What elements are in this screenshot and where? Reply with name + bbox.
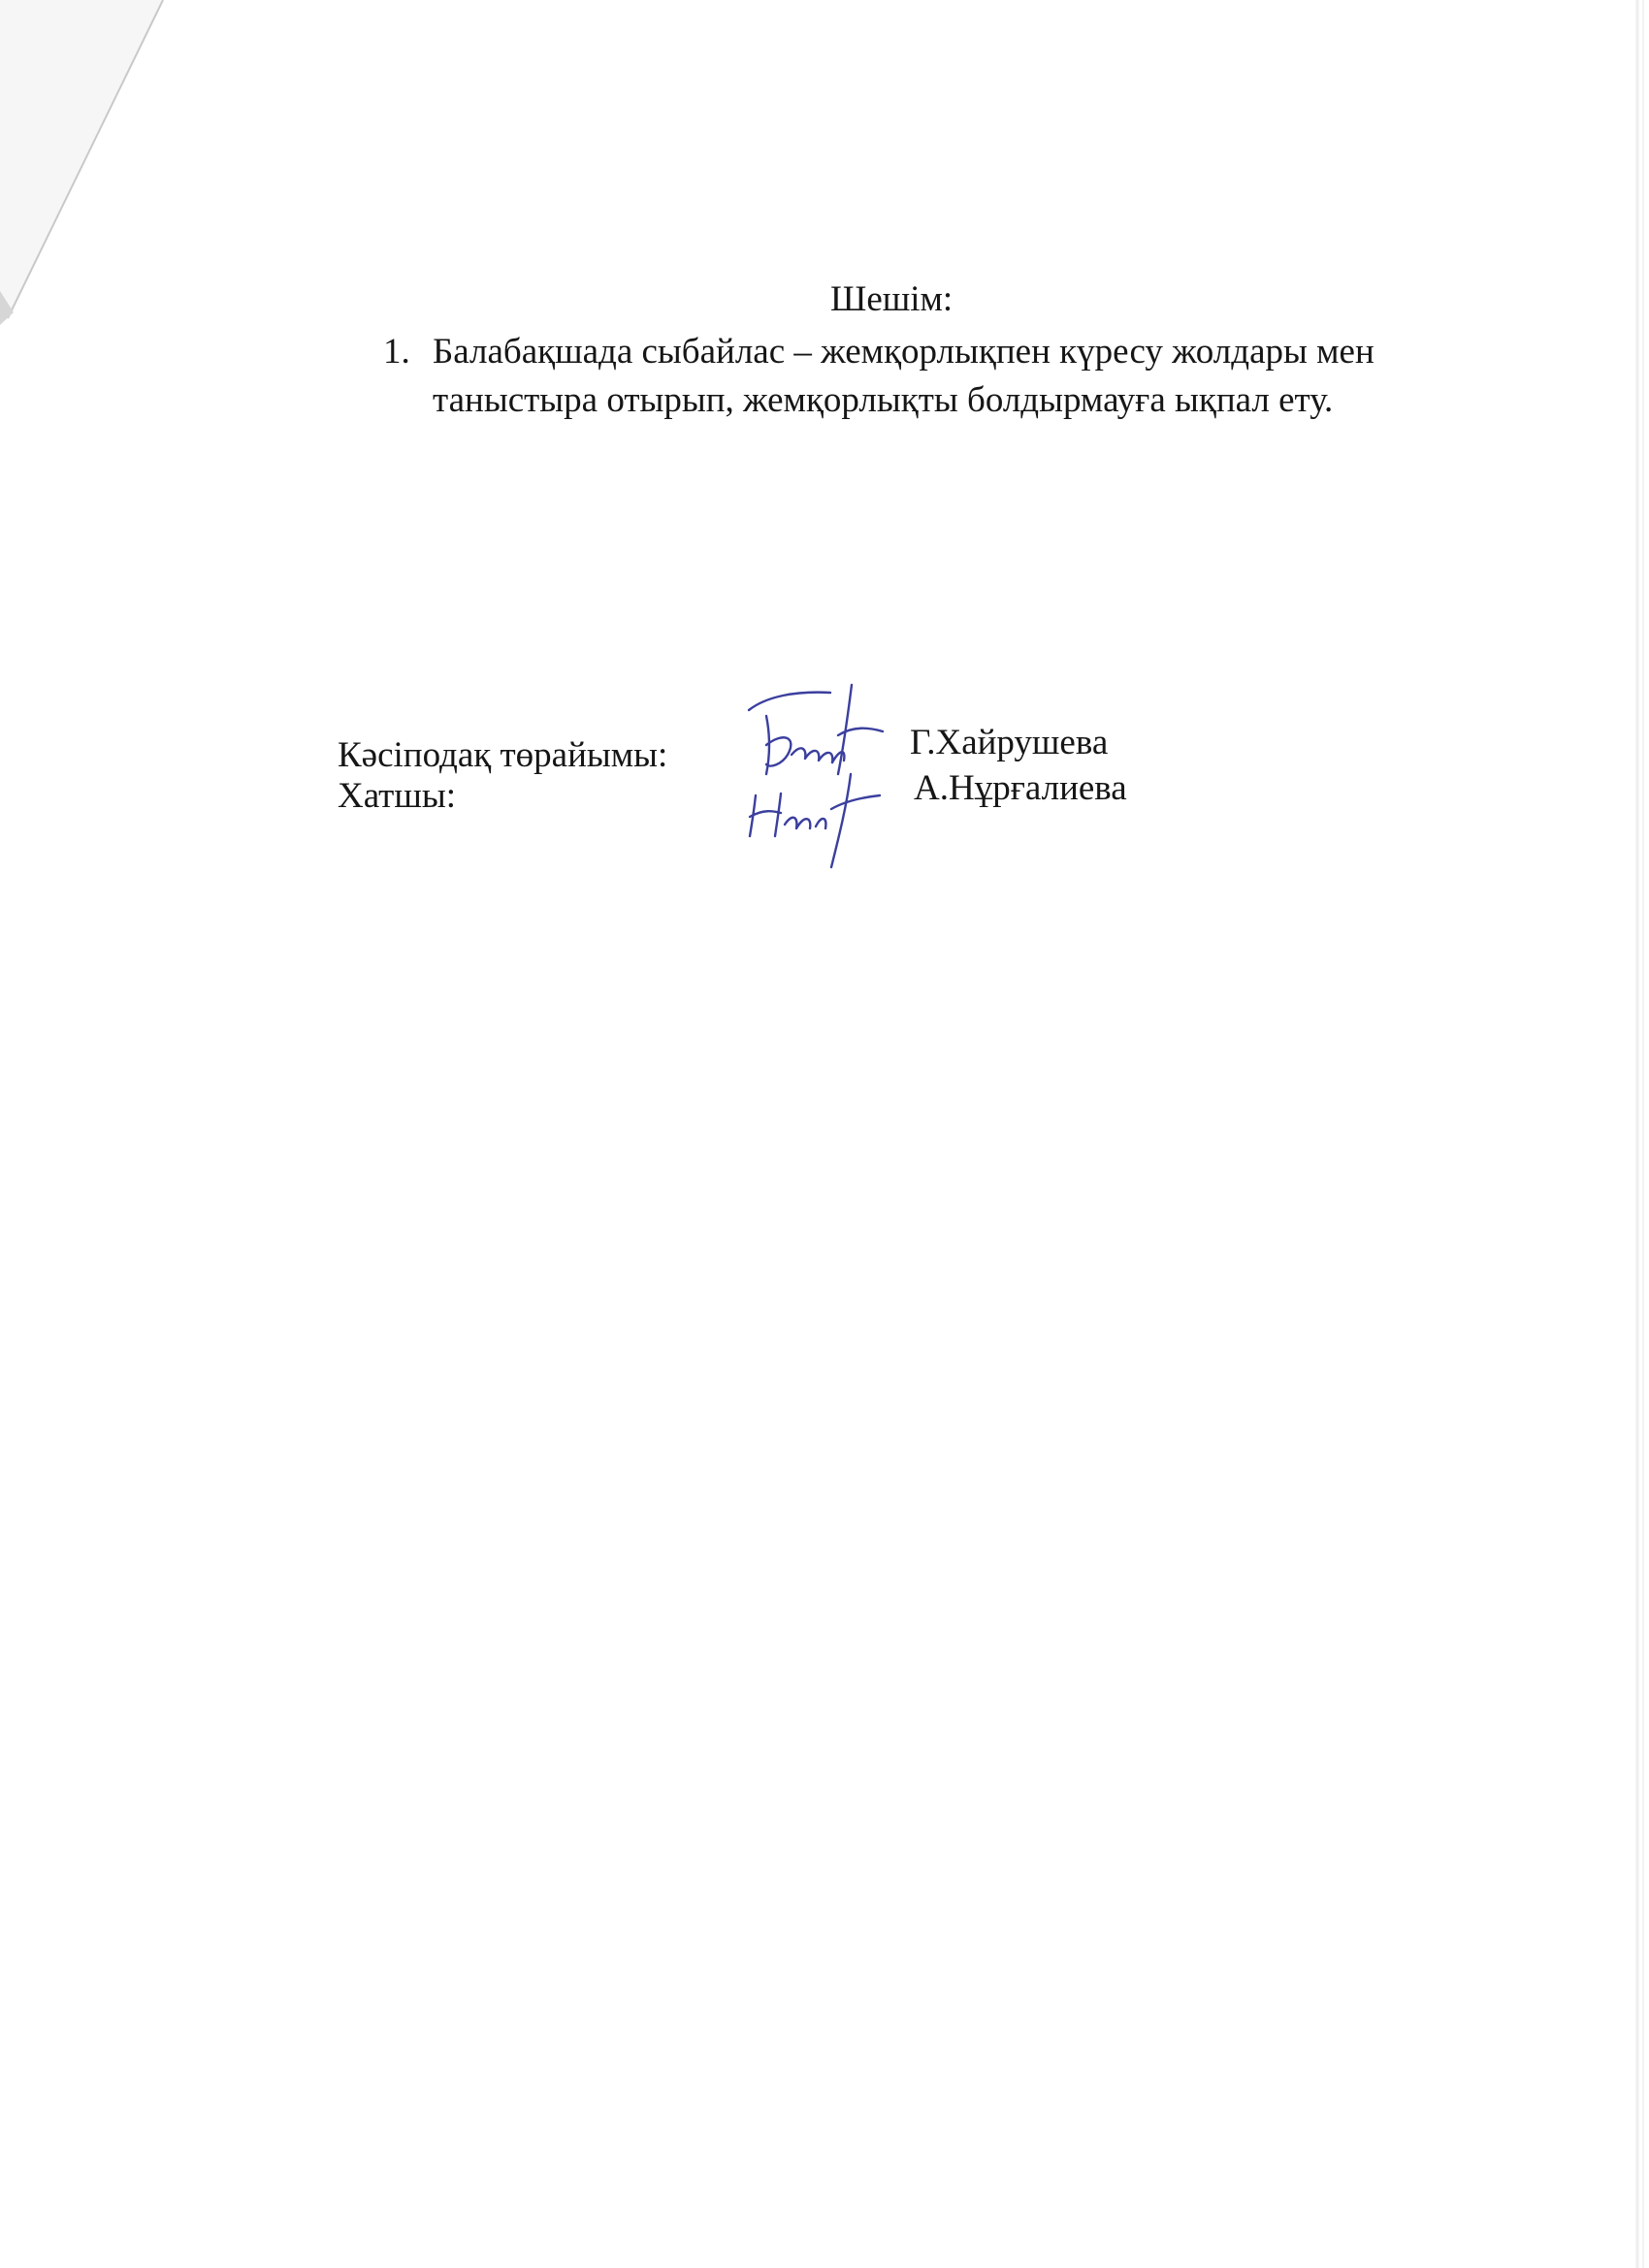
secretary-title: Хатшы: [338, 776, 456, 816]
chairperson-name: Г.Хайрушева [910, 723, 1109, 762]
decision-text-line: таныстыра отырып, жемқорлықты болдырмауға ықпал ету. [433, 380, 1334, 420]
secretary-signature [742, 766, 888, 873]
decision-item-number: 1. [383, 332, 410, 372]
decision-heading: Шешім: [830, 279, 954, 319]
decision-text-line: Балабақшада сыбайлас – жемқорлықпен күресу жолдары мен [433, 332, 1374, 372]
chairperson-title: Кәсіподақ төрайымы: [338, 735, 668, 775]
signature-block [0, 0, 1649, 873]
secretary-name: А.Нұрғалиева [914, 768, 1127, 808]
